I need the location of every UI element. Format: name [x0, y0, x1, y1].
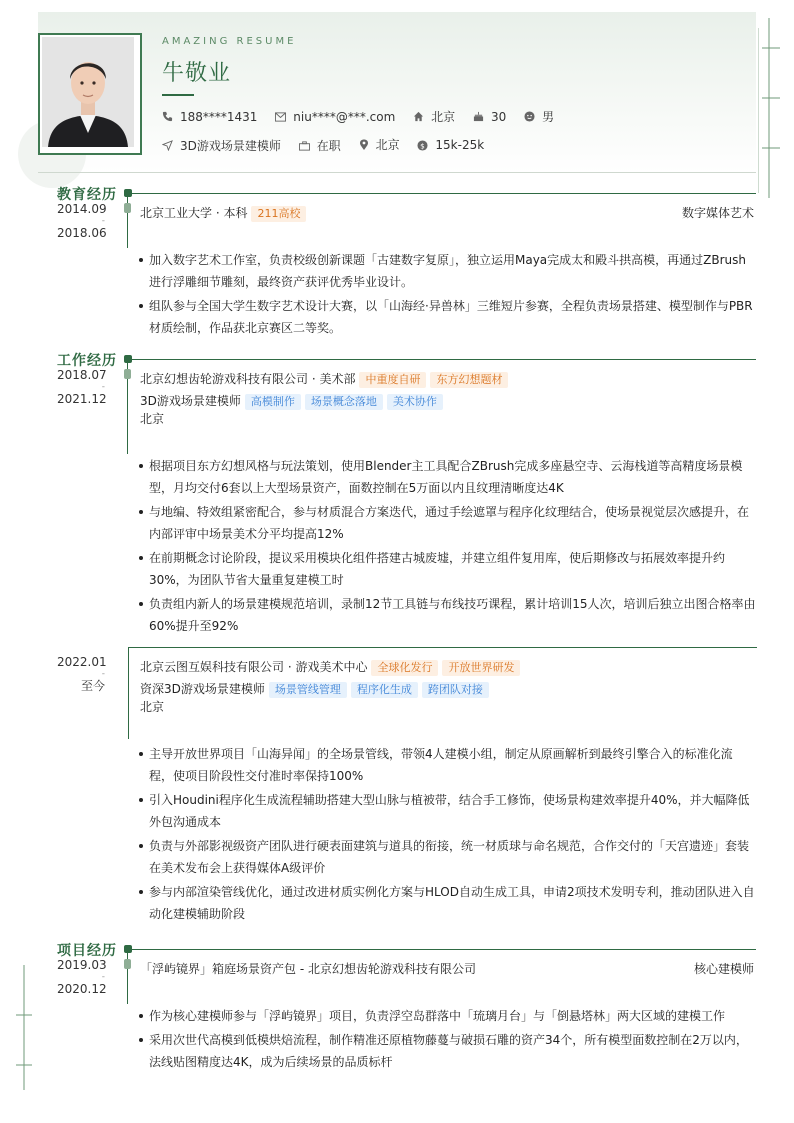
job-1-city: 北京 [140, 412, 165, 426]
avatar [42, 37, 134, 147]
right-ornament-icon [758, 18, 788, 198]
list-item: 加入数字艺术工作室，负责校级创新课题「古建数字复原」，独立运用Maya完成太和殿斗拱高模，再通过ZBrush进行浮雕细节雕刻，最终资产获评优秀毕业设计。 [136, 249, 756, 293]
resume-tagline: AMAZING RESUME [162, 36, 297, 47]
section-line-work [128, 359, 756, 360]
name-underline [162, 94, 194, 96]
gender-item [524, 108, 554, 125]
project-end: 2020.12 [57, 982, 107, 996]
project-start: 2019.03 [57, 958, 107, 972]
company-tag: 全球化发行 [371, 660, 438, 676]
role-tag: 程序化生成 [351, 682, 418, 698]
svg-text:$: $ [420, 140, 426, 150]
project-bullets [136, 1005, 756, 1075]
status-item [299, 137, 341, 154]
role-tag: 跨团队对接 [422, 682, 489, 698]
job-2-bullets [136, 743, 756, 927]
education-date [57, 202, 105, 240]
date-separator: - [101, 382, 105, 392]
email-text: niu****@***.com [293, 110, 396, 124]
section-title-education: 教育经历 [57, 187, 117, 203]
role-tag: 场景概念落地 [305, 394, 383, 410]
role-tag: 场景管线管理 [269, 682, 347, 698]
job-2-city: 北京 [140, 700, 165, 714]
city-text: 北京 [431, 110, 456, 124]
education-bullets [136, 249, 756, 341]
job-1-company-line [140, 370, 508, 388]
job-2-end: 至今 [80, 679, 105, 693]
age-item [473, 110, 506, 124]
job-1-role-line [140, 392, 443, 410]
briefcase-icon [299, 141, 310, 151]
job-2-role: 资深3D游戏场景建模师 [140, 682, 265, 696]
section-marker [124, 945, 132, 953]
target-role-item [162, 137, 281, 154]
target-city-item [359, 136, 400, 153]
timeline-line [127, 193, 128, 248]
section-marker [124, 189, 132, 197]
job-2-role-line [140, 680, 489, 698]
phone-item [162, 110, 257, 124]
company-tag: 东方幻想题材 [430, 372, 508, 388]
list-item: 与地编、特效组紧密配合，参与材质混合方案迭代，通过手绘遮罩与程序化纹理结合，使场景视觉层次感提升，在内部评审中场景美术分平均提高12% [136, 501, 756, 545]
phone-icon [162, 111, 173, 122]
job-1-start: 2018.07 [57, 368, 107, 382]
job-2-date [57, 655, 105, 693]
job-1-date [57, 368, 105, 406]
section-line-education [128, 193, 756, 194]
section-marker [124, 355, 132, 363]
status-text: 在职 [316, 139, 341, 153]
list-item: 参与内部渲染管线优化，通过改进材质实例化方案与HLOD自动生成工具，申请2项技术发明专利，推动团队进入自动化建模辅助阶段 [136, 881, 756, 925]
money-icon [417, 140, 428, 151]
age-text: 30 [490, 109, 507, 124]
list-item: 负责组内新人的场景建模规范培训，录制12节工具链与布线技巧课程，累计培训15人次，培训后独立出图合格率由60%提升至92% [136, 593, 756, 637]
section-title-projects: 项目经历 [57, 943, 117, 959]
company-tag: 中重度自研 [359, 372, 426, 388]
project-name: 「浮屿镜界」箱庭场景资产包 - 北京幻想齿轮游戏科技有限公司 [140, 962, 476, 976]
job-2-start: 2022.01 [57, 655, 107, 669]
section-line-projects [128, 949, 756, 950]
school-name: 北京工业大学 · 本科 [140, 206, 248, 220]
list-item: 在前期概念讨论阶段，提议采用模块化组件搭建古城废墟，并建立组件复用库，使后期修改与拓展效率提升约30%，为团队节省大量重复建模工时 [136, 547, 756, 591]
project-role: 核心建模师 [693, 962, 754, 976]
list-item: 引入Houdini程序化生成流程辅助搭建大型山脉与植被带，结合手工修饰，使场景构建效率提升40%，并大幅降低外包沟通成本 [136, 789, 756, 833]
company-tag: 开放世界研发 [442, 660, 520, 676]
job-2-company: 北京云图互娱科技有限公司 · 游戏美术中心 [140, 660, 368, 674]
cake-icon [473, 111, 484, 122]
education-start: 2014.09 [57, 202, 107, 216]
salary-text: 15k-25k [435, 138, 485, 152]
project-date [57, 958, 105, 996]
send-icon [162, 140, 173, 151]
gender-text: 男 [542, 110, 555, 124]
timeline-marker [124, 959, 131, 969]
list-item: 主导开放世界项目「山海异闻」的全场景管线，带领4人建模小组，制定从原画解析到最终引擎合入的标准化流程，使项目阶段性交付准时率保持100% [136, 743, 756, 787]
list-item: 根据项目东方幻想风格与玩法策划，使用Blender主工具配合ZBrush完成多座悬空寺、云海栈道等高精度场景模型，月均交付6套以上大型场景资产，面数控制在5万面以内且纹理清晰度达4K [136, 455, 756, 499]
date-separator: - [101, 669, 105, 679]
education-end: 2018.06 [57, 226, 107, 240]
target-city-text: 北京 [375, 138, 400, 152]
job-intent-row [162, 136, 498, 154]
email-item [275, 110, 395, 124]
list-item: 组队参与全国大学生数字艺术设计大赛，以「山海经·异兽林」三维短片参赛，全程负责场景搭建、模型制作与PBR材质绘制，作品获北京赛区二等奖。 [136, 295, 756, 339]
mail-icon [275, 112, 286, 122]
salary-item [417, 138, 484, 152]
candidate-name: 牛敬业 [162, 61, 232, 86]
target-role-text: 3D游戏场景建模师 [180, 138, 281, 153]
timeline-marker [124, 369, 131, 379]
list-item: 作为核心建模师参与「浮屿镜界」项目，负责浮空岛群落中「琉璃月台」与「倒悬塔林」两大区域的建模工作 [136, 1005, 756, 1027]
education-school-line [140, 204, 306, 222]
home-icon [413, 111, 424, 122]
timeline-marker [124, 203, 131, 213]
list-item: 采用次世代高模到低模烘焙流程，制作精准还原植物藤蔓与破损石雕的资产34个，所有模型面数控制在2万以内，法线贴图精度达4K，成为后续场景的品质标杆 [136, 1029, 756, 1073]
job-1-end: 2021.12 [57, 392, 107, 406]
job-1-bullets [136, 455, 756, 639]
city-item [413, 108, 455, 125]
section-title-work: 工作经历 [57, 353, 117, 369]
left-ornament-icon [14, 965, 44, 1090]
role-tag: 美术协作 [387, 394, 443, 410]
date-separator: - [101, 972, 105, 982]
person-icon [524, 111, 535, 122]
location-icon [359, 139, 369, 151]
timeline-line [127, 949, 128, 1004]
phone-text: 188****1431 [180, 109, 258, 124]
contact-row [162, 108, 568, 125]
list-item: 负责与外部影视级资产团队进行硬表面建筑与道具的衔接，统一材质球与命名规范，合作交付的「天宫遗迹」套装在美术发布会上获得媒体A级评价 [136, 835, 756, 879]
date-separator: - [101, 216, 105, 226]
education-major: 数字媒体艺术 [681, 206, 754, 220]
header-divider [38, 172, 756, 173]
job-2-company-line [140, 658, 520, 676]
school-tag: 211高校 [251, 206, 306, 222]
job-1-role: 3D游戏场景建模师 [140, 394, 241, 408]
role-tag: 高模制作 [245, 394, 301, 410]
job-1-company: 北京幻想齿轮游戏科技有限公司 · 美术部 [140, 372, 356, 386]
